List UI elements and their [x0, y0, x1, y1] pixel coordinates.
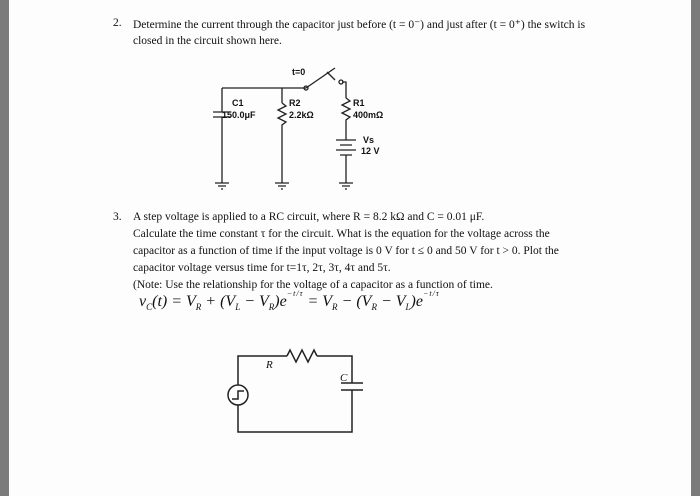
question-3-line-2: Calculate the time constant τ for the circuit. What is the equation for the voltage across the [133, 228, 550, 240]
question-2-line-1: Determine the current through the capacitor just before (t = 0⁻) and just after (t = 0⁺) the switch is [133, 19, 586, 31]
question-3-line-4: capacitor voltage versus time for t=1τ, 2τ, 3τ, 4τ and 5τ. [133, 262, 391, 274]
c1-label: C1 [232, 98, 244, 108]
question-3-line-3: capacitor as a function of time if the input voltage is 0 V for t ≤ 0 and 50 V for t > 0. Plot the [133, 245, 559, 257]
question-3-number: 3. [113, 211, 122, 223]
c-label: C [340, 372, 348, 384]
step-symbol [232, 391, 244, 399]
r2-value: 2.2kΩ [289, 110, 314, 120]
r1-value: 400mΩ [353, 110, 384, 120]
r-label: R [266, 359, 273, 371]
r-resistor [287, 350, 317, 362]
vs-label: Vs [363, 135, 375, 145]
page [9, 0, 691, 496]
question-3-line-1: A step voltage is applied to a RC circuit, where R = 8.2 kΩ and C = 0.01 μF. [133, 211, 485, 223]
switch-time-label: t=0 [292, 67, 306, 77]
vs-value: 12 V [361, 146, 380, 156]
r2-label: R2 [289, 98, 301, 108]
capacitor-voltage-formula: $v_C(t) = V_R + (V_L - V_R)e^{-t/\tau} = V_R - (V_R - V_L)e^{-t/\tau}$ [139, 289, 440, 313]
question-3-line-5: (Note: Use the relationship for the voltage of a capacitor as a function of time. [133, 279, 493, 291]
r1-label: R1 [353, 98, 365, 108]
question-2-number: 2. [113, 17, 122, 29]
question-2-line-2: closed in the circuit shown here. [133, 35, 282, 47]
c1-value: 150.0μF [222, 110, 256, 120]
rc-step-circuit-diagram [9, 0, 691, 496]
